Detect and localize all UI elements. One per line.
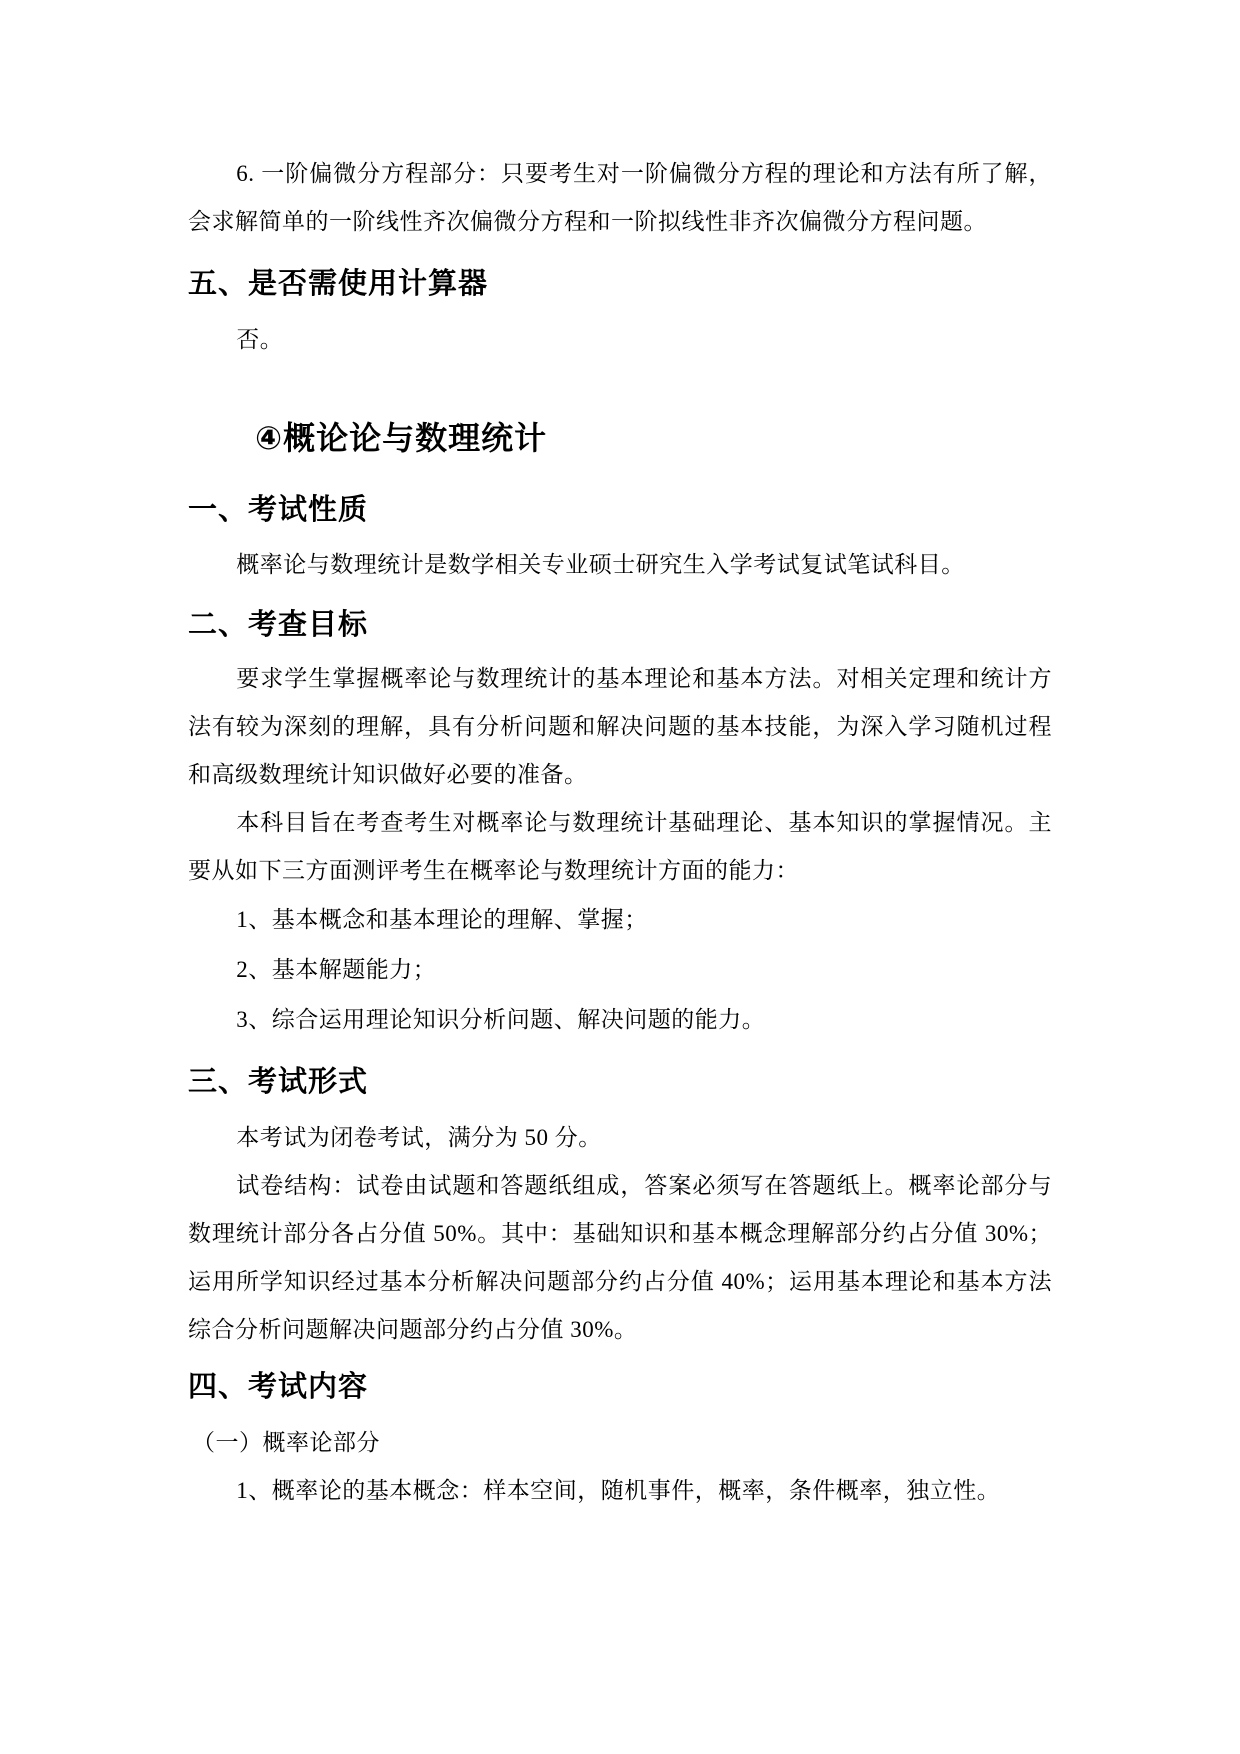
heading-exam-format: 三、考试形式 <box>188 1066 369 1098</box>
ability-list-item: 3、综合运用理论知识分析问题、解决问题的能力。 <box>236 1007 766 1032</box>
part1-probability-heading: （一）概率论部分 <box>192 1430 380 1455</box>
paragraph-pde-part6: 6. 一阶偏微分方程部分：只要考生对一阶偏微分方程的理论和方法有所了解，会求解简单的一阶线性齐次偏微分方程和一阶拟线性非齐次偏微分方程问题。 <box>188 161 1052 234</box>
ability-list-item: 2、基本解题能力； <box>236 957 437 982</box>
objectives-paragraph-1: 要求学生掌握概率论与数理统计的基本理论和基本方法。对相关定理和统计方法有较为深刻的理解，具有分析问题和解决问题的基本技能，为深入学习随机过程和高级数理统计知识做好必要的准备。 <box>188 666 1052 787</box>
exam-format-paragraph-1: 本考试为闭卷考试，满分为 50 分。 <box>236 1125 602 1150</box>
exam-format-paragraph-2: 试卷结构：试卷由试题和答题纸组成，答案必须写在答题纸上。概率论部分与数理统计部分各占分值 50%。其中：基础知识和基本概念理解部分约占分值 30%；运用所学知识经过基本分析解决问题部分约占分值 40%；运用基本理论和基本方法综合分析问题解决问题部分约占分值 30%。 <box>188 1173 1052 1342</box>
part1-item-basic-concepts: 1、概率论的基本概念：样本空间，随机事件，概率，条件概率，独立性。 <box>236 1478 1001 1503</box>
calculator-answer: 否。 <box>236 327 284 352</box>
heading-calculator-section: 五、是否需使用计算器 <box>188 268 489 300</box>
heading-exam-nature: 一、考试性质 <box>188 494 369 526</box>
heading-exam-content: 四、考试内容 <box>188 1371 369 1403</box>
subject-title: ④概论论与数理统计 <box>255 420 548 456</box>
objectives-paragraph-2: 本科目旨在考查考生对概率论与数理统计基础理论、基本知识的掌握情况。主要从如下三方面测评考生在概率论与数理统计方面的能力： <box>188 810 1052 883</box>
exam-nature-body: 概率论与数理统计是数学相关专业硕士研究生入学考试复试笔试科目。 <box>236 552 965 577</box>
heading-assessment-objectives: 二、考查目标 <box>188 609 369 641</box>
ability-list-item: 1、基本概念和基本理论的理解、掌握； <box>236 907 648 932</box>
